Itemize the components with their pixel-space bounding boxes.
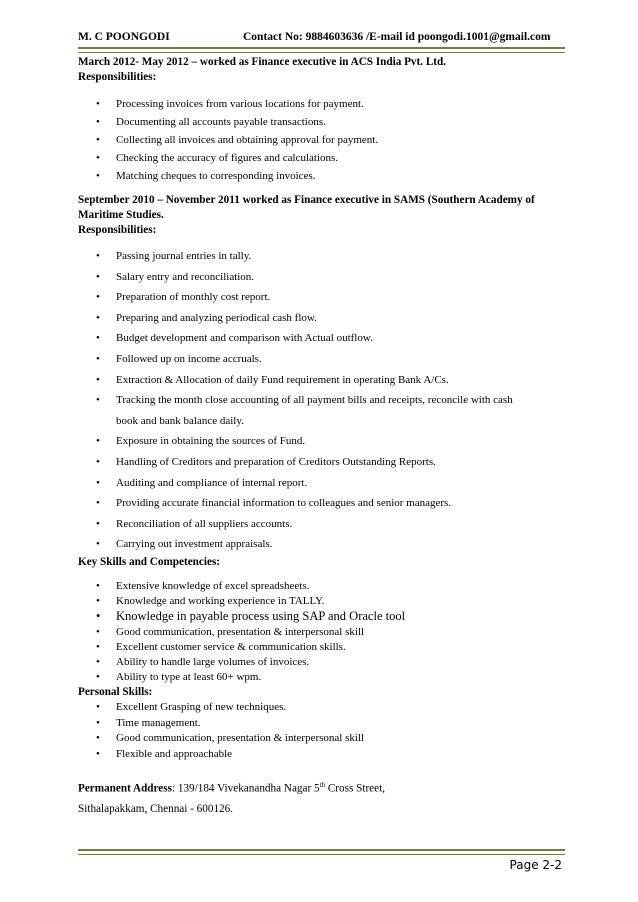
list-item: • Excellent customer service & communication skills. (78, 640, 568, 655)
list-item: • Processing invoices from various locations for payment. (78, 95, 568, 113)
list-item: • Preparing and analyzing periodical cash flow. (78, 308, 568, 329)
skills-heading: Key Skills and Competencies: (78, 555, 221, 568)
list-item: • Matching cheques to corresponding invoices. (78, 167, 568, 185)
list-item: • Followed up on income accruals. (78, 349, 568, 370)
list-item: • Providing accurate financial information to colleagues and senior managers. (78, 493, 568, 514)
address-label: Permanent Address (78, 783, 172, 796)
personal-skills-heading: Personal Skills: (78, 686, 153, 699)
address-superscript: th (319, 781, 326, 790)
list-item: • Extensive knowledge of excel spreadsheets. (78, 579, 568, 594)
job2-responsibilities-list (78, 246, 568, 555)
address-line-2: Sithalapakkam, Chennai - 600126. (78, 803, 234, 816)
list-item: • Collecting all invoices and obtaining approval for payment. (78, 131, 568, 149)
list-item: • Good communication, presentation & interpersonal skill (78, 625, 568, 640)
header-name: M. C POONGODI (78, 31, 170, 43)
list-item: • Preparation of monthly cost report. (78, 287, 568, 308)
job2-responsibilities-label: Responsibilities: (78, 224, 157, 236)
list-item: • Ability to type at least 60+ wpm. (78, 670, 568, 685)
list-item: • Budget development and comparison with Actual outflow. (78, 328, 568, 349)
list-item: • Auditing and compliance of internal report. (78, 473, 568, 494)
job1-responsibilities-list (78, 95, 568, 185)
permanent-address (78, 775, 568, 819)
header-contact: Contact No: 9884603636 /E-mail id poongodi.1001@gmail.com (243, 31, 551, 43)
list-item: • Knowledge and working experience in TALLY. (78, 594, 568, 609)
job1-title: March 2012- May 2012 – worked as Finance executive in ACS India Pvt. Ltd. (78, 56, 447, 68)
list-item: • Exposure in obtaining the sources of Fund. (78, 431, 568, 452)
address-line-1 (78, 775, 568, 799)
skills-list (78, 579, 568, 685)
address-text: : 139/184 Vivekanandha Nagar 5 (171, 783, 320, 796)
list-item: • Good communication, presentation & interpersonal skill (78, 731, 568, 747)
header-rule (78, 47, 565, 53)
job1-responsibilities-label: Responsibilities: (78, 71, 157, 83)
list-item: • Handling of Creditors and preparation of Creditors Outstanding Reports. (78, 452, 568, 473)
list-item: • Extraction & Allocation of daily Fund requirement in operating Bank A/Cs. (78, 370, 568, 391)
list-item: • Carrying out investment appraisals. (78, 534, 568, 555)
list-item: • Knowledge in payable process using SAP and Oracle tool (78, 609, 568, 624)
page-number: Page 2-2 (509, 858, 562, 872)
list-item: • Time management. (78, 716, 568, 732)
list-item: • Ability to handle large volumes of invoices. (78, 655, 568, 670)
personal-skills-list (78, 700, 568, 762)
list-item (78, 390, 568, 431)
list-item: • Salary entry and reconciliation. (78, 267, 568, 288)
list-item: • Documenting all accounts payable transactions. (78, 113, 568, 131)
list-item: • Excellent Grasping of new techniques. (78, 700, 568, 716)
list-item: • Reconciliation of all suppliers accounts. (78, 514, 568, 535)
list-item-text: Tracking the month close accounting of all payment bills and receipts, reconcile with cash (116, 394, 513, 407)
address-text-cont: Cross Street, (325, 783, 386, 796)
list-item: • Passing journal entries in tally. (78, 246, 568, 267)
list-item: • Flexible and approachable (78, 747, 568, 763)
list-item-continuation: book and bank balance daily. (116, 414, 244, 427)
list-item: • Checking the accuracy of figures and calculations. (78, 149, 568, 167)
footer-rule (78, 849, 565, 855)
job2-title-line2: Maritime Studies. (78, 209, 164, 221)
job2-title-line1: September 2010 – November 2011 worked as Finance executive in SAMS (Southern Academy of (78, 194, 535, 206)
resume-content (78, 55, 568, 819)
